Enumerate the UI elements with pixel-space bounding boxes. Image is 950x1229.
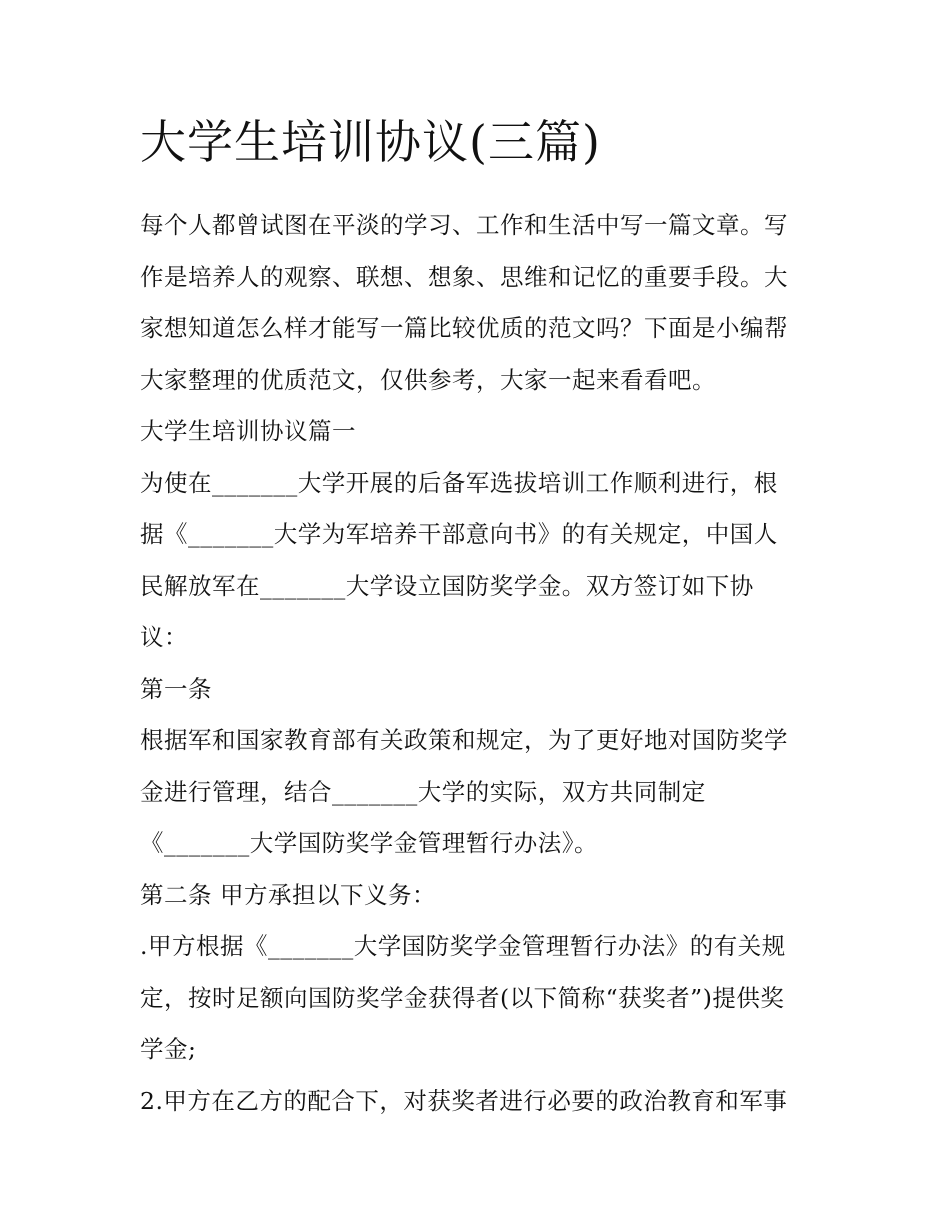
section-heading-1: 大学生培训协议篇一 xyxy=(140,417,356,445)
body-line-15: .甲方根据《_______大学国防奖学金管理暂行办法》的有关规 xyxy=(140,932,786,960)
body-line-7: 据《_______大学为军培养干部意向书》的有关规定，中国人 xyxy=(140,520,778,548)
body-line-3: 家想知道怎么样才能写一篇比较优质的范文吗？下面是小编帮 xyxy=(140,314,788,342)
body-line-9: 议： xyxy=(140,623,188,651)
body-line-17: 学金; xyxy=(140,1035,197,1063)
body-line-12: 金进行管理，结合_______大学的实际，双方共同制定 xyxy=(140,777,706,806)
body-line-11: 根据军和国家教育部有关政策和规定，为了更好地对国防奖学 xyxy=(140,726,788,754)
article-heading-2: 第二条 甲方承担以下义务： xyxy=(140,880,436,909)
document-body xyxy=(140,200,820,1127)
body-line-4: 大家整理的优质范文，仅供参考，大家一起来看看吧。 xyxy=(140,365,716,394)
body-line-18: 2.甲方在乙方的配合下，对获奖者进行必要的政治教育和军事 xyxy=(140,1086,788,1115)
body-line-8: 民解放军在_______大学设立国防奖学金。双方签订如下协 xyxy=(140,571,754,600)
document-title: 大学生培训协议(三篇) xyxy=(140,115,601,169)
body-line-1: 每个人都曾试图在平淡的学习、工作和生活中写一篇文章。写 xyxy=(140,211,788,239)
body-line-13: 《_______大学国防奖学金管理暂行办法》。 xyxy=(140,829,598,857)
article-heading-1: 第一条 xyxy=(140,674,212,703)
body-line-16: 定，按时足额向国防奖学金获得者(以下简称“获奖者”)提供奖 xyxy=(140,983,785,1012)
body-line-6: 为使在_______大学开展的后备军选拔培训工作顺利进行，根 xyxy=(140,468,778,497)
body-line-2: 作是培养人的观察、联想、想象、思维和记忆的重要手段。大 xyxy=(140,262,788,291)
